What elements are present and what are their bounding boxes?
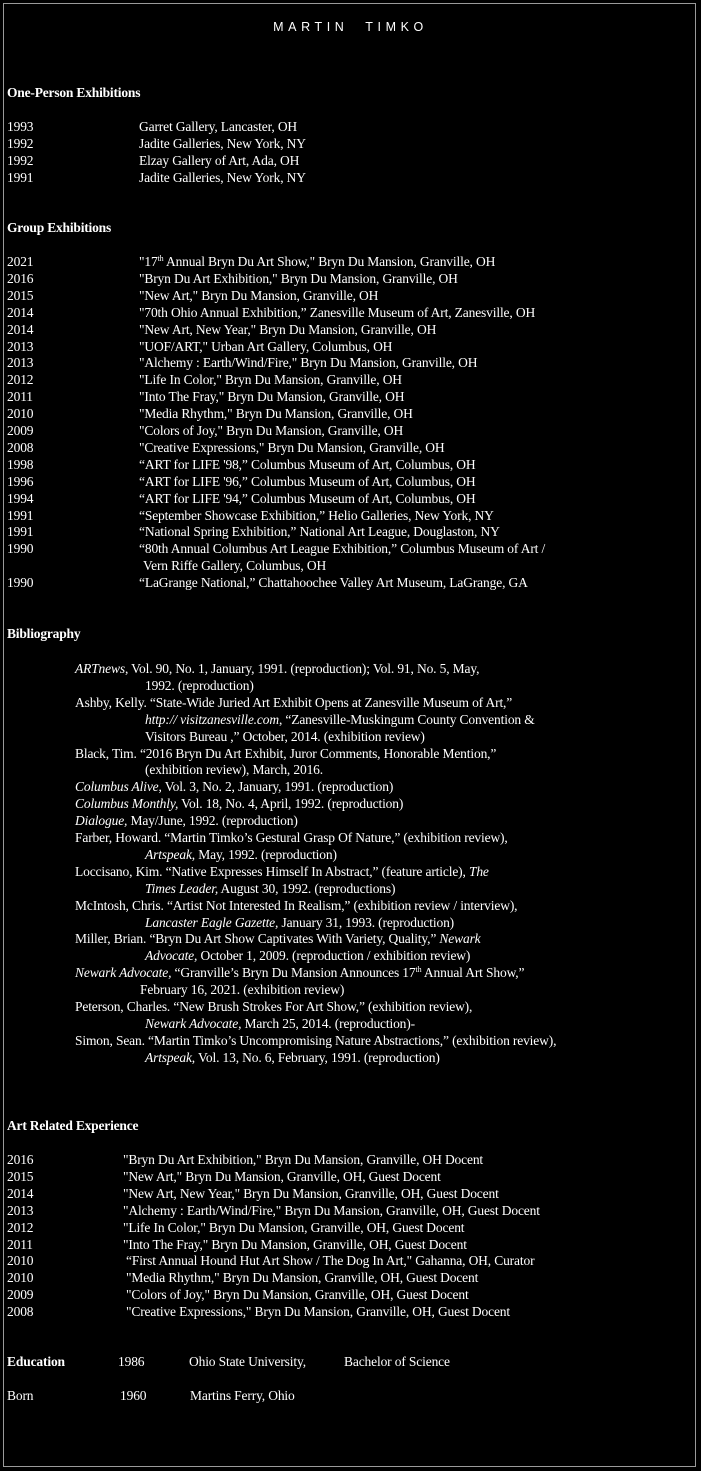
bibliography-entry: Newark Advocate, “Granville’s Bryn Du Mansion Announces 17th Annual Art Show,” February 16, 2021. (exhibition review) bbox=[75, 965, 525, 998]
bibliography-entry: Peterson, Charles. “New Brush Strokes For Art Show,” (exhibition review), Newark Advocate, March 25, 2014. (reproduction)- bbox=[75, 999, 473, 1031]
bibliography-entry: Farber, Howard. “Martin Timko’s Gestural Grasp Of Nature,” (exhibition review), Artspeak, May, 1992. (reproduction) bbox=[75, 830, 508, 862]
bibliography-entry: Ashby, Kelly. “State-Wide Juried Art Exhibit Opens at Zanesville Museum of Art,” http:// visitzanesville.com, “Zanesville-Muskingum County Convention & Visitors Bureau ,” October, 2014. (exhibition review) bbox=[75, 694, 535, 744]
bibliography-entry: Black, Tim. “2016 Bryn Du Art Exhibit, Juror Comments, Honorable Mention,” (exhibition review), March, 2016. bbox=[75, 745, 497, 778]
born-place: Martins Ferry, Ohio bbox=[190, 1388, 295, 1403]
born-year: 1960 bbox=[120, 1388, 147, 1403]
education-degree: Bachelor of Science bbox=[344, 1354, 450, 1369]
section-heading-bibliography: Bibliography bbox=[7, 626, 81, 641]
education-label: Education bbox=[7, 1354, 65, 1369]
bibliography-entry: Loccisano, Kim. “Native Expresses Himself In Abstract,” (feature article), The Times Leader, August 30, 1992. (reproductions) bbox=[75, 863, 489, 896]
education-year: 1986 bbox=[118, 1354, 145, 1369]
bibliography-entry: ARTnews, Vol. 90, No. 1, January, 1991. (reproduction); Vol. 91, No. 5, May, 1992. (reproduction) bbox=[75, 661, 480, 693]
bibliography-entry: Dialogue, May/June, 1992. (reproduction) bbox=[75, 813, 298, 829]
bibliography-entry: Columbus Monthly, Vol. 18, No. 4, April, 1992. (reproduction) bbox=[75, 796, 404, 812]
section-heading-one-person: One-Person Exhibitions bbox=[7, 85, 141, 100]
born-label: Born bbox=[7, 1388, 34, 1403]
bibliography-entry: Simon, Sean. “Martin Timko’s Uncompromising Nature Abstractions,” (exhibition review), Artspeak, Vol. 13, No. 6, February, 1991. (reproduction) bbox=[75, 1032, 557, 1065]
bibliography-entry: Miller, Brian. “Bryn Du Art Show Captivates With Variety, Quality,” Newark Advocate, October 1, 2009. (reproduction / exhibition review) bbox=[75, 931, 481, 964]
section-heading-group: Group Exhibitions bbox=[7, 220, 112, 235]
section-heading-experience: Art Related Experience bbox=[7, 1118, 139, 1133]
page-title: MARTIN TIMKO bbox=[273, 20, 428, 34]
bibliography-entry: Columbus Alive, Vol. 3, No. 2, January, 1991. (reproduction) bbox=[75, 779, 394, 795]
education-school: Ohio State University, bbox=[189, 1354, 306, 1369]
bibliography-entry: McIntosh, Chris. “Artist Not Interested In Realism,” (exhibition review / interview), Lancaster Eagle Gazette, January 31, 1993. (reproduction) bbox=[75, 897, 518, 930]
